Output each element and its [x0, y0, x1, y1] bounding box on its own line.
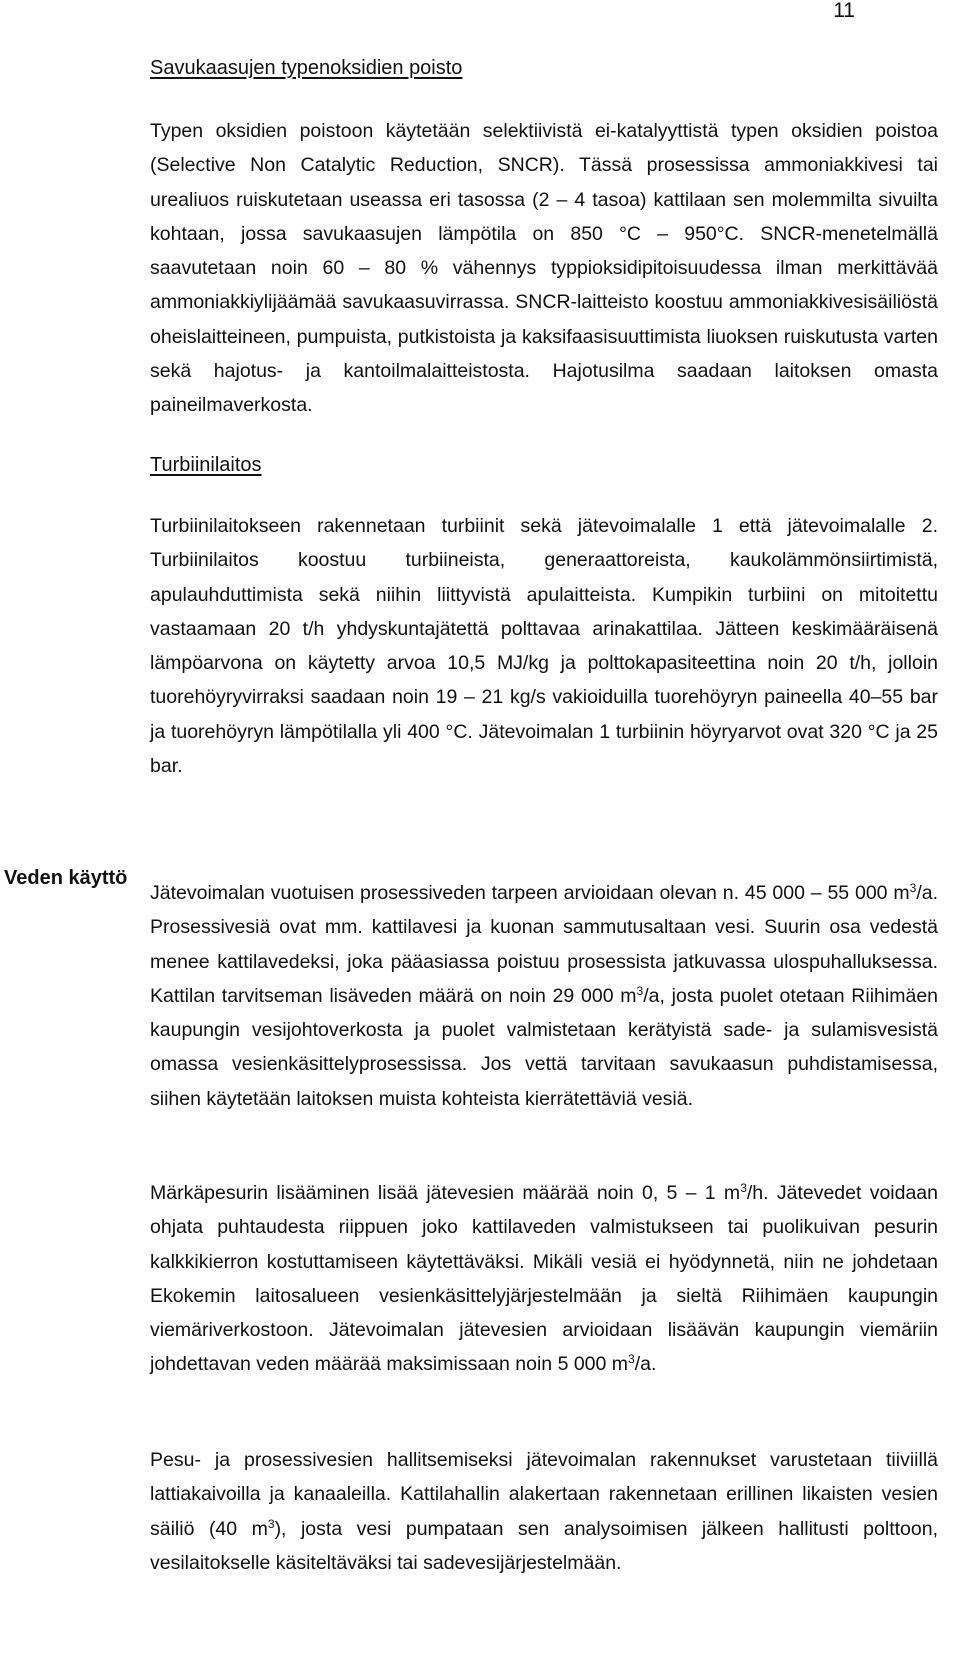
paragraph-nox-removal: Typen oksidien poistoon käytetään selektiivistä ei-katalyyttistä typen oksidien poistoa (Selective Non Catalytic Reduction, SNCR). Tässä prosessissa ammoniakkivesi tai urealiuos ruiskutetaan useassa eri tasossa (2 – 4 tasoa) kattilaan sen molemmilta sivuilta kohtaan, jossa savukaasujen lämpötila on 850 °C – 950°C. SNCR-menetelmällä saavutetaan noin 60 – 80 % vähennys typpioksidipitoisuudessa ilman merkittävää ammoniakkiylijäämää savukaasuvirrassa. SNCR-laitteisto koostuu ammoniakkivesisäiliöstä oheislaitteineen, pumpuista, putkistoista ja kaksifaasisuuttimista liuoksen ruiskutusta varten sekä hajotus- ja kantoilmalaitteistosta. Hajotusilma saadaan laitoksen omasta paineilmaverkosta.: [150, 120, 938, 417]
paragraph-wastewater: Märkäpesurin lisääminen lisää jätevesien määrää noin 0, 5 – 1 $m^3/h$. Jätevedet voidaan ohjata puhtaudesta riippuen joko kattilaveden valmistukseen tai puolikuivan pesurin kalkkikierron kostuttamiseen käytettäväksi. Mikäli vesiä ei hyödynnetä, niin ne johdetaan Ekokemin laitosalueen vesienkäsittelyjärjestelmään ja sieltä Riihimäen kaupungin viemäriverkostoon. Jätevoimalan jätevesien arvioidaan lisäävän kaupungin viemäriin johdettavan veden määrää maksimissaan noin 5 000 $m^3/a$.: [150, 1180, 939, 1376]
paragraph-process-water: Jätevoimalan vuotuisen prosessiveden tarpeen arvioidaan olevan n. 45 000 – 55 000 $m^3/a$. Prosessivesiä ovat mm. kattilavesi ja kuonan sammutusaltaan vesi. Suurin osa vedestä menee kattilavedeksi, joka pääasiassa poistuu prosessista jatkuvassa ulospuhalluksessa. Kattilan tarvitseman lisäveden määrä on noin 29 000 $m^3/a$, josta puolet otetaan Riihimäen kaupungin vesijohtoverkosta ja puolet valmistetaan kerätyistä sade- ja sulamisvesistä omassa vesienkäsittelyprosessissa. Jos vettä tarvitaan savukaasun puhdistamisessa, siihen käytetään laitoksen muista kohteista kierrätettäviä vesiä.: [150, 880, 939, 1110]
section-heading-turbine-plant: Turbiinilaitos: [150, 454, 262, 476]
paragraph-turbine-plant: Turbiinilaitokseen rakennetaan turbiinit sekä jätevoimalalle 1 että jätevoimalalle 2. Turbiinilaitos koostuu turbiineista, generaattoreista, kaukolämmönsiirtimistä, apulauhduttimista sekä niihin liittyvistä apulaitteista. Kumpikin turbiini on mitoitettu vastaamaan 20 t/h yhdyskuntajätettä polttavaa arinakattilaa. Jätteen keskimääräisenä lämpöarvona on käytetty arvoa 10,5 MJ/kg ja polttokapasiteettina noin 20 t/h, jolloin tuorehöyryvirraksi saadaan noin 19 – 21 kg/s vakioiduilla tuorehöyryn paineella 40–55 bar ja tuorehöyryn lämpötilalla yli 400 °C. Jätevoimalan 1 turbiinin höyryarvot ovat 320 °C ja 25 bar.: [150, 515, 938, 778]
paragraph-water-management: Pesu- ja prosessivesien hallitsemiseksi jätevoimalan rakennukset varustetaan tiiviillä lattiakaivoilla ja kanaaleilla. Kattilahallin alakertaan rakennetaan erillinen likaisten vesien säiliö (40 $m^3$), josta vesi pumpataan sen analysoimisen jälkeen hallitusti polttoon, vesilaitokselle käsiteltäväksi tai sadevesijärjestelmään.: [150, 1449, 938, 1574]
page-number: 11: [833, 0, 855, 22]
side-heading-water-use: Veden käyttö: [4, 867, 128, 889]
section-heading-nox-removal: Savukaasujen typenoksidien poisto: [150, 57, 463, 79]
